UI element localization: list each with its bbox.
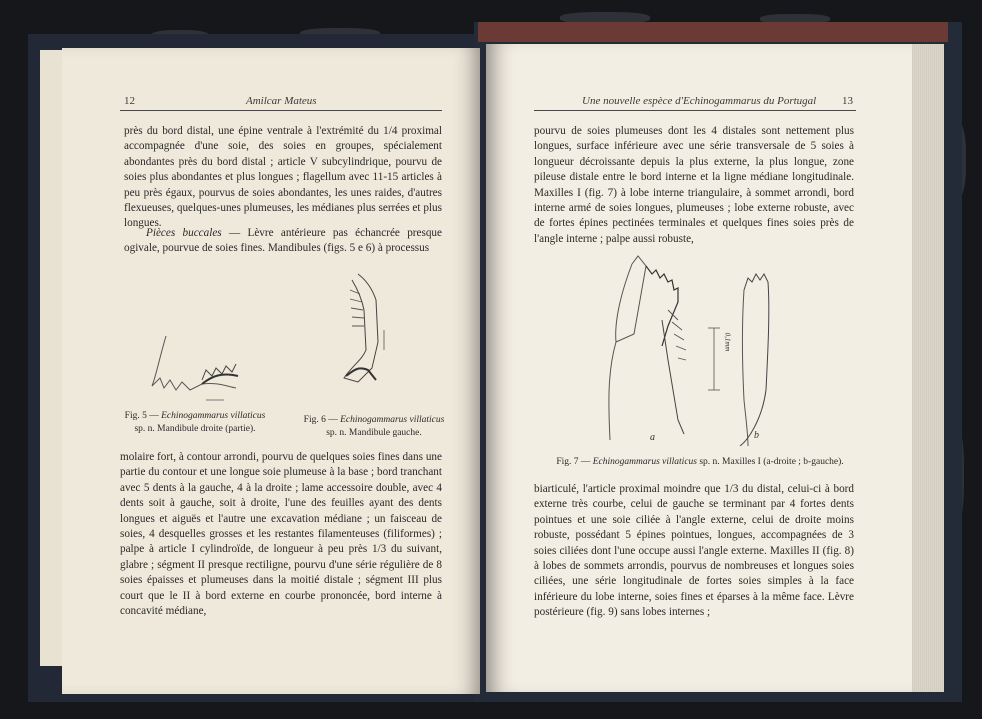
figure-7-label-a: a (650, 432, 655, 443)
header-rule (120, 110, 442, 111)
figure-5-caption: Fig. 5 — Echinogammarus villaticus sp. n. Mandibule droite (partie). (124, 411, 266, 434)
left-page (62, 48, 480, 694)
figure-5-mandible-drawing (146, 326, 276, 406)
right-page (486, 44, 912, 692)
paragraph: près du bord distal, une épine ventrale à l'extrémité du 1/4 proximal accompagnée d'une soie, des soies en groupes, spécialement abondantes près du bord distal ; article V subcylindrique, pourvu de soies plus abondantes et plus longues ; flagellum avec 11-15 articles à peu près égaux, pourvus de soies abondantes, les unes raides, d'autres flexueuses, quelques-unes plumeuses, les médianes plus serrées et plus longues. (124, 125, 442, 230)
page-number: 13 (842, 95, 853, 107)
figure-7-label-b: b (754, 430, 759, 441)
page-block-edge-right (910, 44, 944, 692)
figure-6-mandible-drawing (338, 270, 418, 390)
paragraph: biarticulé, l'article proximal moindre que 1/3 du distal, celui-ci à bord externe très courbe, celui de gauche se terminant par 4 fortes dents pointues et une soie ciliée à l'angle externe, celui de droite moins robuste, possédant 5 épines pointues, longues, accompagnées de 3 soies ciliées dont l'une occupe aussi l'angle externe. Maxilles II (fig. 8) à lobes de sommets arrondis, pourvus de nombreuses et longues soies ciliées, une série longitudinale de fortes soies simples à la face inférieure du lobe interne, soies fines et éparses à la même face. Lèvre postérieure (fig. 9) sans lobes internes ; (534, 483, 854, 619)
page-block-edge-left (40, 50, 62, 666)
paragraph: molaire fort, à contour arrondi, pourvu de quelques soies fines dans une partie du contour et une longue soie plumeuse à la base ; bord tranchant avec 5 dents à la gauche, 4 à la droite ; lame accessoire double, avec 4 dents soit à gauche, soit à droite, l'une des feuilles ayant des dents longues et aiguës et l'autre une excavation médiane ; un faisceau de soies, 4 desquelles grosses et les restantes filamenteuses (filiformes) ; palpe à article I cylindroïde, de longueur à peu près 1/3 du suivant, glabre ; ségment II presque rectiligne, pourvu d'une série régulière de 8 soies épaisses et plumeuses dans la moitié distale ; ségment III plus court que le II à bord externe en courbe prononcée, bord interne à concavité médiane, (120, 451, 442, 618)
header-rule (534, 110, 856, 111)
binding-edge (478, 22, 948, 42)
paragraph: Pièces buccales — Lèvre antérieure pas échancrée presque ogivale, pourvue de soies fines. Mandibules (figs. 5 e 6) à processus (124, 227, 442, 255)
figure-7-maxilla-drawing (598, 250, 798, 446)
figure-7-scale-bar: 0,1mm (723, 332, 732, 352)
page-number: 12 (124, 95, 135, 107)
running-head: Amilcar Mateus (246, 95, 317, 107)
figure-6-caption: Fig. 6 — Echinogammarus villaticus sp. n. Mandibule gauche. (303, 415, 445, 438)
running-head: Une nouvelle espèce d'Echinogammarus du Portugal (582, 95, 817, 107)
paragraph: pourvu de soies plumeuses dont les 4 distales sont nettement plus longues, surface inférieure avec une série transversale de 5 soies à longueur décroissante depuis la plus externe, la plus longue, zone pileuse distale entre le bord interne et la ligne médiane longitudinale. Maxilles I (fig. 7) à lobe interne triangulaire, à sommet arrondi, bord interne armé de soies longues, plumeuses ; lobe externe robuste, avec de fortes épines pectinées terminales et quelques fines soies près de l'angle interne ; palpe aussi robuste, (534, 125, 854, 245)
figure-7-caption: Fig. 7 — Echinogammarus villaticus sp. n. Maxilles I (a-droite ; b-gauche). (556, 457, 844, 467)
section-title: Pièces buccales (146, 227, 222, 239)
